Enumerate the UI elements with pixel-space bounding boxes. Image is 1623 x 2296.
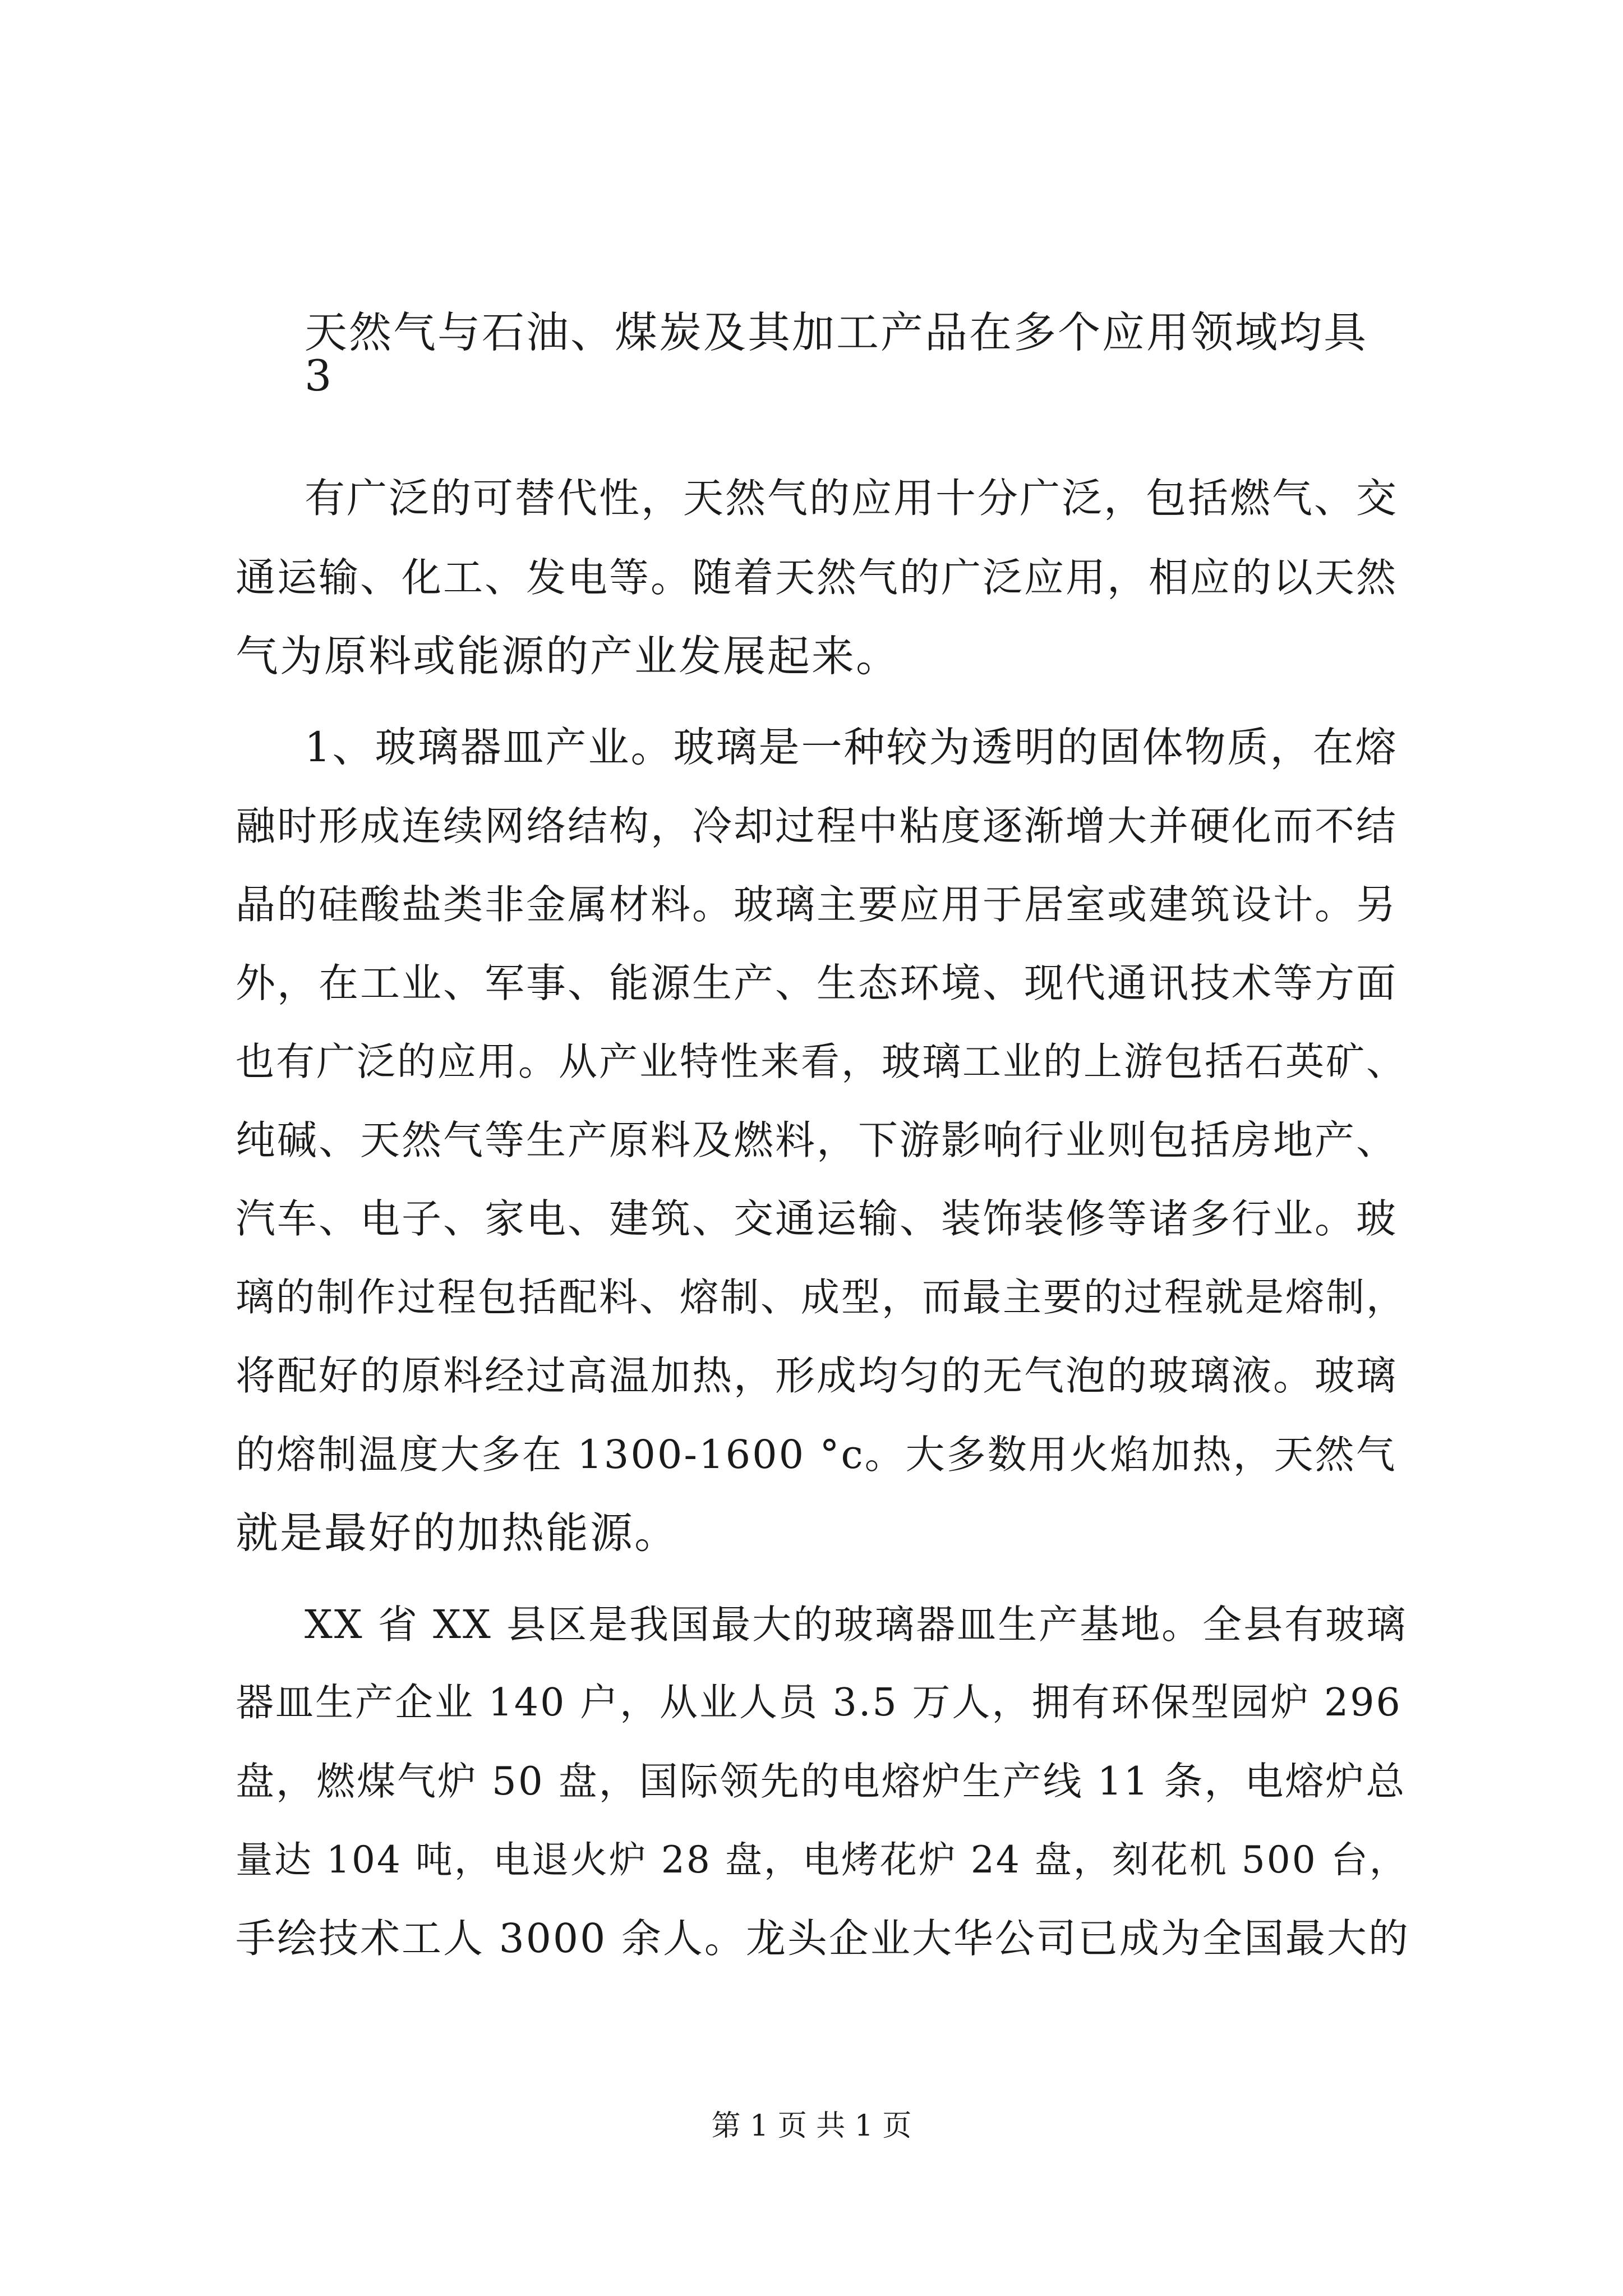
paragraph-line: 晶的硅酸盐类非金属材料。玻璃主要应用于居室或建筑设计。另 (236, 881, 1398, 928)
paragraph-line: 天然气与石油、煤炭及其加工产品在多个应用领域均具 (305, 307, 1368, 357)
paragraph-line: 盘，燃煤气炉 50 盘，国际领先的电熔炉生产线 11 条，电熔炉总 (236, 1759, 1407, 1804)
paragraph-line: 的熔制温度大多在 1300-1600 °c。大多数用火焰加热，天然气 (236, 1432, 1397, 1478)
paragraph-line: XX 省 XX 县区是我国最大的玻璃器皿生产基地。全县有玻璃 (305, 1602, 1408, 1648)
paragraph-line: 通运输、化工、发电等。随着天然气的广泛应用，相应的以天然 (236, 554, 1398, 601)
paragraph-line: 纯碱、天然气等生产原料及燃料，下游影响行业则包括房地产、 (236, 1117, 1398, 1163)
paragraph-line: 有广泛的可替代性，天然气的应用十分广泛，包括燃气、交 (305, 475, 1399, 522)
paragraph-line: 器皿生产企业 140 户，从业人员 3.5 万人，拥有环保型园炉 296 (236, 1681, 1402, 1725)
paragraph-line: 汽车、电子、家电、建筑、交通运输、装饰装修等诸多行业。玻 (236, 1195, 1398, 1242)
page-number-footer: 第 1 页 共 1 页 (711, 2109, 912, 2143)
paragraph-line: 璃的制作过程包括配料、熔制、成型，而最主要的过程就是熔制， (236, 1275, 1407, 1320)
paragraph-line: 融时形成连续网络结构，冷却过程中粘度逐渐增大并硬化而不结 (236, 803, 1398, 849)
paragraph-line: 也有广泛的应用。从产业特性来看，玻璃工业的上游包括石英矿、 (236, 1039, 1407, 1084)
paragraph-line: 将配好的原料经过高温加热，形成均匀的无气泡的玻璃液。玻璃 (236, 1352, 1398, 1399)
paragraph-line: 就是最好的加热能源。 (236, 1508, 679, 1558)
paragraph-line: 量达 104 吨，电退火炉 28 盘，电烤花炉 24 盘，刻花机 500 台， (236, 1838, 1408, 1881)
paragraph-line: 3 (305, 351, 334, 401)
paragraph-line: 外，在工业、军事、能源生产、生态环境、现代通讯技术等方面 (236, 960, 1398, 1006)
paragraph-line: 手绘技术工人 3000 余人。龙头企业大华公司已成为全国最大的 (236, 1915, 1410, 1962)
paragraph-line: 气为原料或能源的产业发展起来。 (236, 631, 900, 681)
paragraph-line: 1、玻璃器皿产业。玻璃是一种较为透明的固体物质，在熔 (305, 724, 1398, 771)
